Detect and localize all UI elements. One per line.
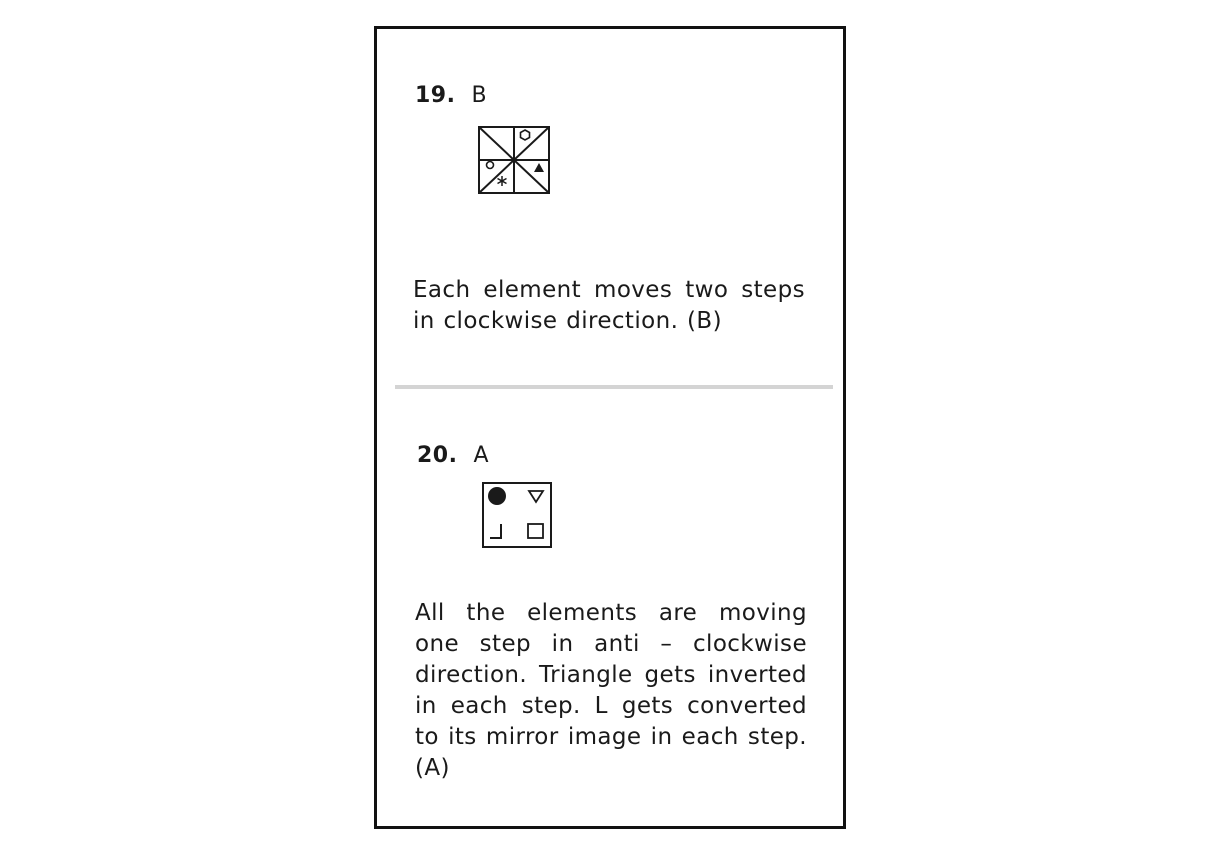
question-19-answer: B: [471, 83, 487, 108]
question-19-number: 19.: [415, 83, 456, 108]
question-20-number: 20.: [417, 443, 458, 468]
small-circle-icon: [487, 162, 494, 169]
asterisk-icon: [498, 176, 507, 186]
question-20-answer: A: [473, 443, 489, 468]
square-icon: [528, 524, 543, 538]
four-symbol-square-icon: [481, 481, 553, 549]
section-divider: [395, 385, 833, 389]
question-20-heading: [417, 443, 489, 469]
solution-card: [374, 26, 846, 829]
question-20-explanation: All the elements are moving one step in anti – clockwise direction. Triangle gets inverted in each step. L gets converted to its mirror image in each step. (A): [415, 600, 807, 781]
question-19-heading: [415, 83, 487, 109]
octant-square-symbols-icon: [477, 125, 552, 195]
filled-triangle-icon: [534, 163, 544, 172]
inverted-triangle-icon: [529, 491, 543, 502]
mirrored-l-icon: [490, 524, 501, 538]
hexagon-icon: [521, 130, 530, 140]
question-19-explanation: Each element moves two steps in clockwise direction. (B): [413, 277, 805, 334]
filled-circle-icon: [488, 487, 506, 505]
